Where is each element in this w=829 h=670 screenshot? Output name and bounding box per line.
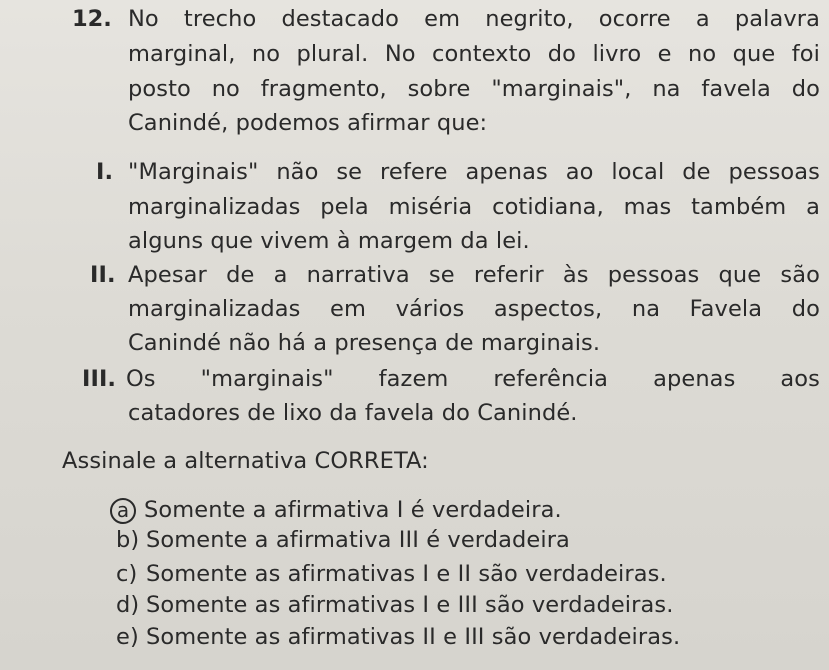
option-d — [116, 592, 673, 618]
option-e-text: Somente as afirmativas II e III são verdadeiras. — [146, 624, 681, 650]
statement-ii-line-1: Apesar de a narrativa se referir às pessoas que são — [128, 262, 820, 288]
statement-iii-line-1: Os "marginais" fazem referência apenas aos — [126, 366, 820, 392]
option-c — [116, 561, 667, 587]
question-number: 12. — [72, 6, 112, 32]
option-b-label: b) — [116, 527, 140, 553]
statement-iii-line-2: catadores de lixo da favela do Canindé. — [128, 400, 578, 426]
question-stem-line-4: Canindé, podemos afirmar que: — [128, 110, 488, 136]
statement-i-line-3: alguns que vivem à margem da lei. — [128, 228, 530, 254]
option-c-text: Somente as afirmativas I e II são verdadeiras. — [146, 561, 667, 587]
option-c-label: c) — [116, 561, 138, 587]
statement-ii-line-2: marginalizadas em vários aspectos, na Favela do — [128, 296, 820, 322]
option-a-text: Somente a afirmativa I é verdadeira. — [144, 497, 562, 523]
question-stem-line-3: posto no fragmento, sobre "marginais", na favela do — [128, 76, 820, 102]
question-stem-line-2: marginal, no plural. No contexto do livro e no que foi — [128, 41, 820, 67]
option-a — [114, 497, 562, 524]
statement-iii-label: III. — [82, 366, 117, 392]
option-e — [116, 624, 680, 650]
statement-i-label: I. — [96, 159, 114, 185]
statement-i-line-1: "Marginais" não se refere apenas ao local de pessoas — [128, 159, 820, 185]
option-b — [116, 527, 570, 553]
option-a-label-circled: a — [110, 498, 136, 524]
statement-ii-line-3: Canindé não há a presença de marginais. — [128, 330, 601, 356]
option-e-label: e) — [116, 624, 139, 650]
instruction-text: Assinale a alternativa CORRETA: — [62, 448, 429, 474]
option-d-text: Somente as afirmativas I e III são verdadeiras. — [146, 592, 674, 618]
question-stem-line-1: No trecho destacado em negrito, ocorre a palavra — [128, 6, 820, 32]
statement-i-line-2: marginalizadas pela miséria cotidiana, mas também a — [128, 194, 820, 220]
option-b-text: Somente a afirmativa III é verdadeira — [146, 527, 570, 553]
statement-ii-label: II. — [90, 262, 116, 288]
option-d-label: d) — [116, 592, 140, 618]
